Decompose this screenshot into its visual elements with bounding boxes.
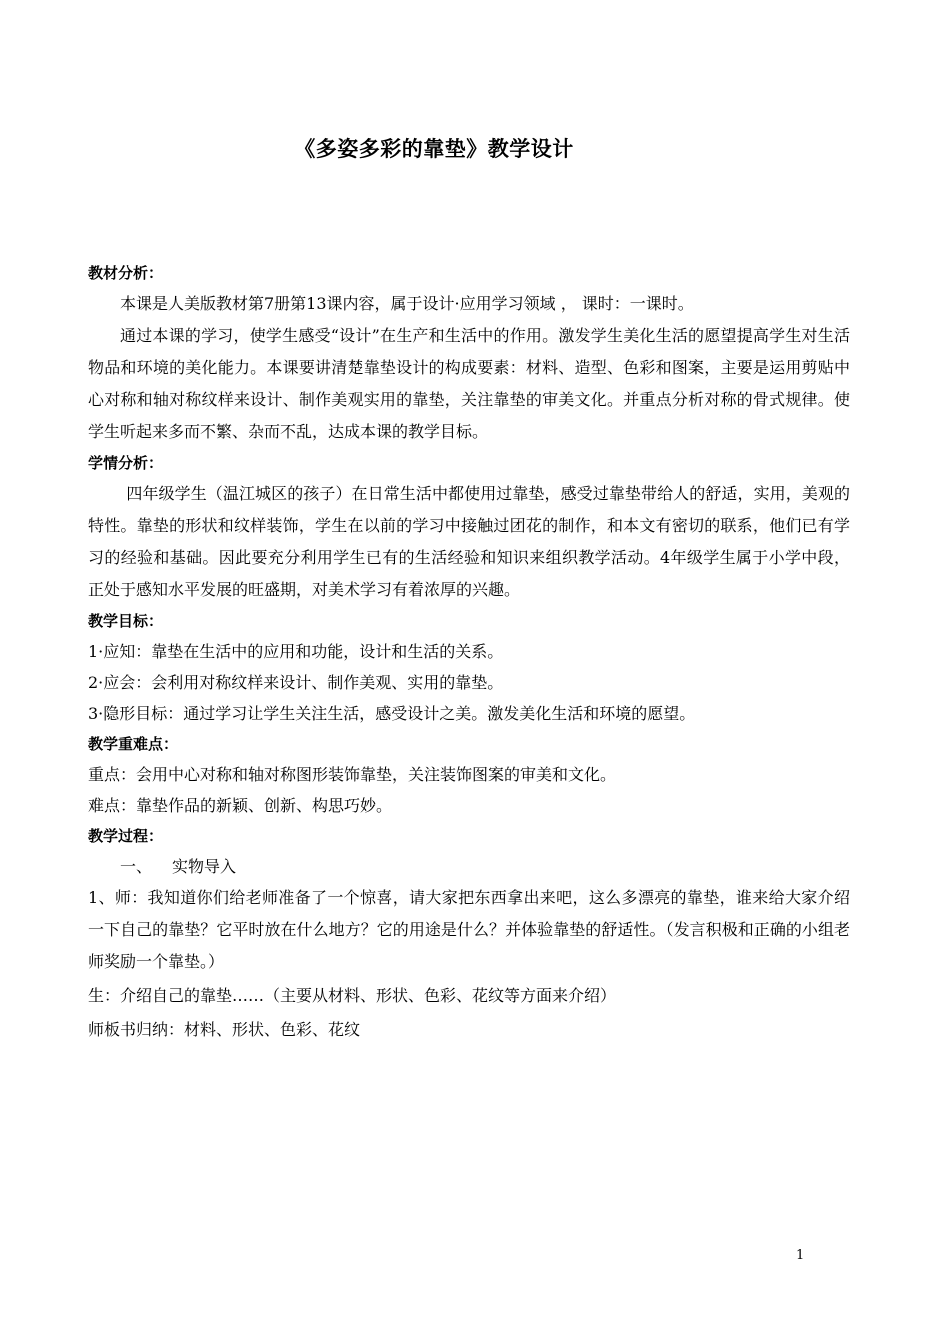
heading-material-analysis: 教材分析：: [88, 264, 164, 282]
list-item: 重点：会用中心对称和轴对称图形装饰靠垫，关注装饰图案的审美和文化。: [88, 765, 617, 784]
heading-teaching-process: 教学过程：: [88, 827, 164, 845]
section-step: [88, 851, 850, 882]
heading-key-points: 教学重难点：: [88, 735, 179, 753]
paragraph: 四年级学生（温江城区的孩子）在日常生活中都使用过靠垫，感受过靠垫带给人的舒适，实用，美观的特性。靠垫的形状和纹样装饰，学生在以前的学习中接触过团花的制作，和本文有密切的联系，他们已有学习的经验和基础。因此要充分利用学生已有的生活经验和知识来组织教学活动。4年级学生属于小学中段，正处于感知水平发展的旺盛期，对美术学习有着浓厚的兴趣。: [88, 484, 850, 599]
heading-teaching-goals: 教学目标：: [88, 612, 164, 630]
heading-student-analysis: 学情分析：: [88, 454, 164, 472]
document-body: [88, 258, 850, 1046]
paragraph: 师板书归纳：材料、形状、色彩、花纹: [88, 1020, 361, 1039]
paragraph: 通过本课的学习，使学生感受“设计”在生产和生活中的作用。激发学生美化生活的愿望提高学生对生活物品和环境的美化能力。本课要讲清楚靠垫设计的构成要素：材料、造型、色彩和图案，主要是运用剪贴中心对称和轴对称纹样来设计、制作美观实用的靠垫，关注靠垫的审美文化。并重点分析对称的骨式规律。使学生听起来多而不繁、杂而不乱，达成本课的教学目标。: [88, 326, 850, 441]
paragraph: 1、师：我知道你们给老师准备了一个惊喜，请大家把东西拿出来吧，这么多漂亮的靠垫，谁来给大家介绍一下自己的靠垫？它平时放在什么地方？它的用途是什么？并体验靠垫的舒适性。（发言积极和正确的小组老师奖励一个靠垫。）: [88, 888, 850, 971]
document-title: 《多姿多彩的靠垫》教学设计: [294, 137, 574, 161]
list-item: 2·应会：会利用对称纹样来设计、制作美观、实用的靠垫。: [88, 673, 504, 692]
paragraph: 本课是人美版教材第7册第13课内容，属于设计·应用学习领域 ， 课时：一课时。: [120, 294, 694, 313]
list-item: 难点：靠垫作品的新颖、创新、构思巧妙。: [88, 796, 393, 815]
step-title: 实物导入: [172, 857, 237, 876]
page-number: 1: [796, 1248, 805, 1263]
list-item: 1·应知：靠垫在生活中的应用和功能，设计和生活的关系。: [88, 642, 504, 661]
list-item: 3·隐形目标：通过学习让学生关注生活，感受设计之美。激发美化生活和环境的愿望。: [88, 704, 696, 723]
paragraph: 生：介绍自己的靠垫……（主要从材料、形状、色彩、花纹等方面来介绍）: [88, 986, 617, 1005]
step-number: 一、: [120, 857, 153, 876]
